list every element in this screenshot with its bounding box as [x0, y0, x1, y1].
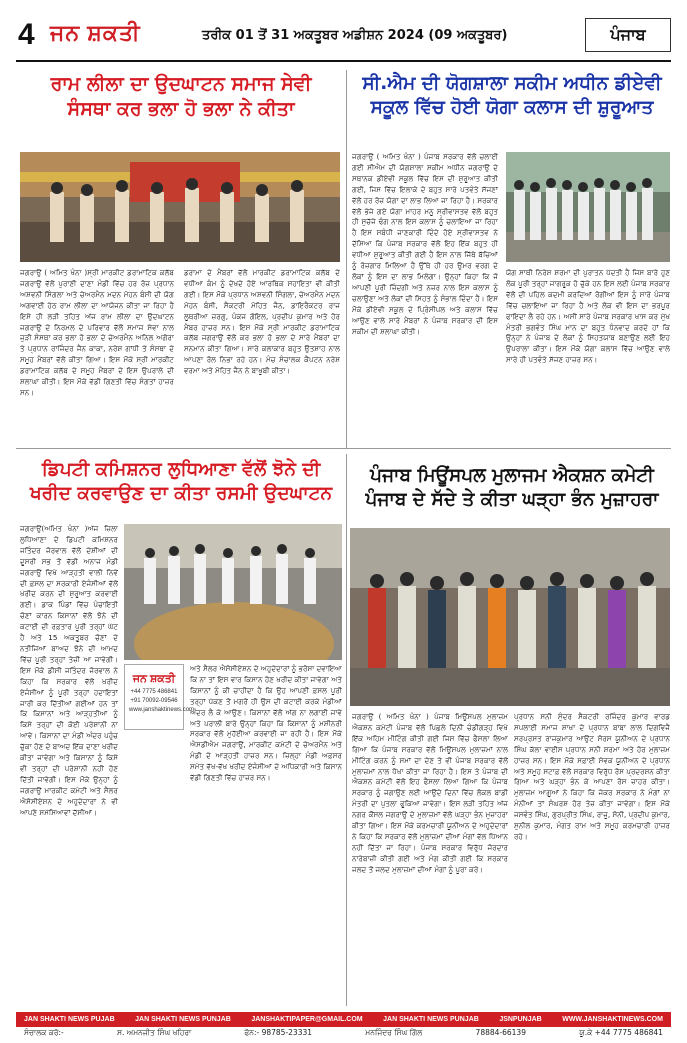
header-rule	[16, 60, 671, 62]
advertisement-box	[124, 664, 195, 730]
masthead-logo: ਜਨ ਸ਼ਕਤੀ	[50, 20, 141, 45]
footer-info-6: ਯੂ.ਕੇ +44 7775 486841	[579, 1028, 663, 1037]
footer-facebook-link[interactable]: JAN SHAKTI NEWS PUJAB	[24, 1016, 115, 1023]
footer-info-2: ਸ. ਅਮਨਜੀਤ ਸਿੰਘ ਖਹਿਰਾ	[117, 1028, 192, 1037]
article-3-headline-line1: ਡਿਪਟੀ ਕਮਿਸ਼ਨਰ ਲੁਧਿਆਣਾ ਵੱਲੋਂ ਝੋਨੇ ਦੀ	[41, 459, 321, 480]
ad-phone-2: +91 70092-09546	[130, 698, 178, 704]
article-2-headline-line2: ਸਕੂਲ ਵਿੱਚ ਹੋਈ ਯੋਗਾ ਕਲਾਸ ਦੀ ਸ਼ੁਰੂਆਤ	[370, 97, 654, 119]
article-4-headline-line1: ਪੰਜਾਬ ਮਿਊਂਸਪਲ ਮੁਲਾਜਮ ਐਕਸ਼ਨ ਕਮੇਟੀ	[370, 465, 654, 486]
footer-email-link[interactable]: JANSHAKTIPAPER@GMAIL.COM	[251, 1016, 363, 1023]
footer-info-3: ਫੋਨ:- 98785-23331	[244, 1028, 313, 1037]
ad-logo: ਜਨ ਸ਼ਕਤੀ	[132, 673, 176, 685]
article-1-headline	[20, 72, 342, 122]
article-2-text-col2: ਯੋਗ ਸਾਥੀ ਨਿਰੇਸ਼ ਸ਼ਰਮਾ ਦੀ ਪੁਰਾਤਨ ਪੱਦਤੀ ਹੈ ਜਿਸ ਬਾਰੇ ਹੁਣ ਲੋਕ ਪੂਰੀ ਤਰ੍ਹਾਂ ਜਾਗਰੂਕ ਹੋ ਚੁੱਕੇ ਹਨ ਇਸ ਲਈ ਪੰਜਾਬ ਸਰਕਾਰ ਵੱਲੋਂ ਦੀ ਪਹਿਲ ਕਦਮੀ ਕਰਦਿਆਂ ਰੋਗੀਆਂ ਇਸ ਨੂੰ ਸਾਰੇ ਪੰਜਾਬ ਵਿੱਚ ਚਲਾਇਆ ਜਾ ਰਿਹਾ ਹੈ ਅਤੇ ਲੋਕ ਵੀ ਇਸ ਦਾ ਭਰਪੂਰ ਫਾਇਦਾ ਲੈ ਰਹੇ ਹਨ। ਅਸੀਂ ਸਾਰੇ ਪੰਜਾਬ ਸਰਕਾਰ ਖਾਸ ਕਰ ਮੁੱਖ ਮੰਤਰੀ ਭਗਵੰਤ ਸਿੰਘ ਮਾਨ ਦਾ ਬਹੁਤ ਧੰਨਵਾਦ ਕਰਦੇ ਹਾਂ ਕਿ ਉਨ੍ਹਾਂ ਨੇ ਪੰਜਾਬ ਦੇ ਲੋਕਾਂ ਨੂੰ ਸਿਹਤਯਾਬ ਬਣਾਉਣ ਲਈ ਇਹ ਉਪਰਾਲਾ ਕੀਤਾ। ਇਸ ਮੌਕੇ ਯੋਗਾ ਕਲਾਸ ਵਿੱਚ ਆਉਣ ਵਾਲੇ ਸਾਰੇ ਹੀ ਪਤਵੰਤੇ ਸੱਜਣ ਹਾਜ਼ਰ ਸਨ।	[506, 268, 670, 365]
article-4-text-col2: ਪ੍ਰਧਾਨ ਸਨੀ ਸੁੰਦਰ ਸੈਕਟਰੀ ਰਜਿੰਦਰ ਕੁਮਾਰ ਵਾਰਡ ਸਪਲਾਈ ਸਮਾਜ ਸ਼ਾਖਾ ਦੇ ਪ੍ਰਧਾਨ ਬਾਬਾ ਲਾਲ ਦਿਗਵਿਜੈ ਸਰਪ੍ਰਸਤ ਰਾਜਕੁਮਾਰ ਆਉਟ ਸੋਰਸ ਯੂਨੀਅਨ ਦੇ ਪ੍ਰਧਾਨ ਸਿੰਘ ਕੱਲਾ ਵਾਈਸ ਪ੍ਰਧਾਨ ਸਨੀ ਸ਼ਰਮਾ ਅਤੇ ਹੋਰ ਮੁਲਾਜ਼ਮ ਹਾਜ਼ਰ ਸਨ। ਇਸ ਮੌਕੇ ਸਫ਼ਾਈ ਸੇਵਕ ਯੂਨੀਅਨ ਦੇ ਪ੍ਰਧਾਨ ਅਤੇ ਸਮੂਹ ਸਟਾਫ਼ ਵੱਲੋਂ ਸਰਕਾਰ ਵਿਰੁੱਧ ਰੋਸ ਪ੍ਰਦਰਸ਼ਨ ਕੀਤਾ ਗਿਆ ਅਤੇ ਘੜ੍ਹਾ ਭੰਨ ਕੇ ਆਪਣਾ ਰੋਸ ਜ਼ਾਹਰ ਕੀਤਾ। ਮੁਲਾਜ਼ਮ ਆਗੂਆਂ ਨੇ ਕਿਹਾ ਕਿ ਜੇਕਰ ਸਰਕਾਰ ਨੇ ਮੰਗਾਂ ਨਾ ਮੰਨੀਆਂ ਤਾਂ ਸੰਘਰਸ਼ ਹੋਰ ਤੇਜ਼ ਕੀਤਾ ਜਾਵੇਗਾ। ਇਸ ਮੌਕੇ ਜਸਵੰਤ ਸਿੰਘ, ਗੁਰਪ੍ਰੀਤ ਸਿੰਘ, ਰਾਜੂ, ਸੋਨੀ, ਪ੍ਰਦੀਪ ਕੁਮਾਰ, ਸੁਨੀਲ ਕੁਮਾਰ, ਮੰਗਤ ਰਾਮ ਅਤੇ ਸਮੂਹ ਕਰਮਚਾਰੀ ਹਾਜ਼ਰ ਰਹੇ।	[514, 712, 670, 841]
article-2-text-col1: ਜਗਰਾਉਂ ( ਅਮਿਤ ਖੰਨਾ ) ਪੰਜਾਬ ਸਰਕਾਰ ਵੱਲੋਂ ਚਲਾਈ ਗਈ ਸੀਐਮ ਦੀ ਯੋਗਸ਼ਾਲਾ ਸਕੀਮ ਅਧੀਨ ਜਗਰਾਉਂ ਦੇ ਸਥਾਨਕ ਡੀਏਵੀ ਸਕੂਲ ਵਿੱਚ ਇਸ ਦੀ ਸ਼ੁਰੂਆਤ ਕੀਤੀ ਗਈ, ਜਿਸ ਵਿੱਚ ਇਲਾਕੇ ਦੇ ਬਹੁਤ ਸਾਰੇ ਪਤਵੰਤੇ ਸੱਜਣਾਂ ਵੱਲੋਂ ਹਰ ਰੋਜ਼ ਯੋਗਾ ਦਾ ਲਾਭ ਲਿਆ ਜਾ ਰਿਹਾ ਹੈ। ਸਰਕਾਰ ਵੱਲੋਂ ਭੇਜੇ ਗਏ ਯੋਗਾ ਮਾਹਰ ਮਨੂ ਸ੍ਰੀਵਾਸਤਵ ਵੱਲੋਂ ਬਹੁਤ ਹੀ ਸੁਚੱਜੇ ਢੰਗ ਨਾਲ ਇਸ ਕਲਾਸ ਨੂੰ ਚਲਾਇਆ ਜਾ ਰਿਹਾ ਹੈ ਇਸ ਸਬੰਧੀ ਜਾਣਕਾਰੀ ਦਿੰਦੇ ਹੋਏ ਸ੍ਰੀਵਾਸਤਵ ਨੇ ਦੱਸਿਆ ਕਿ ਪੰਜਾਬ ਸਰਕਾਰ ਵੱਲੋਂ ਇਹ ਇੱਕ ਬਹੁਤ ਹੀ ਵਧੀਆ ਸ਼ੁਰੂਆਤ ਕੀਤੀ ਗਈ ਹੈ ਇਸ ਨਾਲ ਜਿੱਥੇ ਬੱਚਿਆਂ ਨੂੰ ਰੋਜ਼ਗਾਰ ਮਿਲਿਆ ਹੈ ਉੱਥੇ ਹੀ ਹਰ ਉਮਰ ਵਰਗ ਦੇ ਲੋਕਾਂ ਨੂੰ ਇਸ ਦਾ ਲਾਭ ਮਿਲੇਗਾ। ਉਨ੍ਹਾਂ ਕਿਹਾ ਕਿ ਜੋ ਆਪਣੀ ਪੂਰੀ ਜ਼ਿੰਦਗੀ ਅਤੇ ਨਜ਼ਰ ਨਾਲ ਇਸ ਕਲਾਸ ਨੂੰ ਚਲਾਉਣਾ ਅਤੇ ਲੋਕਾਂ ਦੀ ਸਿਹਤ ਨੂੰ ਸੰਭਾਲ ਦਿੰਦਾ ਹੈ। ਇਸ ਮੌਕੇ ਡੀਏਵੀ ਸਕੂਲ ਦੇ ਪ੍ਰਿੰਸੀਪਲ ਅਤੇ ਕਲਾਸ ਵਿੱਚ ਆਉਣ ਵਾਲੇ ਸਾਰੇ ਮੈਂਬਰਾਂ ਨੇ ਪੰਜਾਬ ਸਰਕਾਰ ਦੀ ਇਸ ਸਕੀਮ ਦੀ ਸ਼ਲਾਘਾ ਕੀਤੀ।	[352, 152, 498, 336]
footer-social-handle[interactable]: JSNPUNJAB	[499, 1016, 542, 1023]
article-3-headline	[20, 458, 342, 507]
article-4-headline-line2: ਪੰਜਾਬ ਦੇ ਸੱਦੇ ਤੇ ਕੀਤਾ ਘੜ੍ਹਾ ਭੰਨ ਮੁਜ਼ਾਹਰਾ	[365, 489, 659, 511]
footer-website-link[interactable]: WWW.JANSHAKTINEWS.COM	[562, 1016, 663, 1023]
ad-phone-1: +44 7775 486841	[130, 689, 178, 695]
column-divider	[346, 70, 347, 448]
footer-contact-info	[16, 1028, 671, 1042]
article-3-text-col2: ਅਤੇ ਸੈਲਰ ਐਸੋਸੀਏਸ਼ਨ ਦੇ ਅਹੁਦੇਦਾਰਾਂ ਨੂੰ ਭਰੋਸਾ ਦਵਾਇਆ ਕਿ ਨਾ ਤਾਂ ਇਸ ਵਾਰ ਕਿਸਾਨ ਹੋਣ ਖਰੀਦ ਕੀਤਾ ਜਾਵੇਗਾ ਅਤੇ ਕਿਸਾਨਾਂ ਨੂੰ ਕੀ ਚਾਹੀਦਾ ਹੈ ਕਿ ਉਹ ਆਪਣੀ ਫ਼ਸਲ ਪੂਰੀ ਤਰ੍ਹਾਂ ਪੱਕਣ ਤੋਂ ਮਗਰੋਂ ਹੀ ਉਸ ਦੀ ਕਟਾਈ ਕਰਕੇ ਮੰਡੀਆਂ ਅੰਦਰ ਲੈ ਕੇ ਆਉਣ। ਕਿਸਾਨਾਂ ਵੱਲੋਂ ਅੱਗ ਨਾ ਲਗਾਈ ਜਾਵੇ ਅਤੇ ਪਰਾਲੀ ਬਾਰੇ ਉਨ੍ਹਾਂ ਕਿਹਾ ਕਿ ਕਿਸਾਨਾਂ ਨੂੰ ਮਸ਼ੀਨਰੀ ਸਰਕਾਰ ਵੱਲੋਂ ਮੁਹੱਈਆ ਕਰਵਾਈ ਜਾ ਰਹੀ ਹੈ। ਇਸ ਮੌਕੇ ਐਸਡੀਐਮ ਜਗਰਾਉਂ, ਮਾਰਕੀਟ ਕਮੇਟੀ ਦੇ ਚੇਅਰਮੈਨ ਅਤੇ ਮੰਡੀ ਦੇ ਆੜ੍ਹਤੀ ਹਾਜ਼ਰ ਸਨ। ਜ਼ਿਲ੍ਹਾ ਮੰਡੀ ਅਫ਼ਸਰ ਸਮੇਤ ਵੱਖ-ਵੱਖ ਖਰੀਦ ਏਜੰਸੀਆਂ ਦੇ ਅਧਿਕਾਰੀ ਅਤੇ ਕਿਸਾਨ ਵੱਡੀ ਗਿਣਤੀ ਵਿੱਚ ਹਾਜ਼ਰ ਸਨ।	[190, 664, 342, 783]
footer-link-bar	[16, 1012, 671, 1027]
article-2-headline-line1: ਸੀ.ਐਮ ਦੀ ਯੋਗਸ਼ਾਲਾ ਸਕੀਮ ਅਧੀਨ ਡੀਏਵੀ	[362, 73, 662, 94]
column-divider-lower	[346, 454, 347, 1006]
article-1-photo	[20, 152, 340, 262]
mid-rule	[16, 448, 671, 449]
article-3-photo	[124, 524, 342, 660]
article-4-photo	[350, 528, 670, 706]
footer-facebook-link-2[interactable]: JAN SHAKTI NEWS PUNJAB	[135, 1016, 231, 1023]
footer-info-4: ਮਨਜਿੰਦਰ ਸਿੰਘ ਗਿੱਲ	[365, 1028, 423, 1037]
ad-url: www.janshaktinews.com	[129, 707, 195, 713]
section-label: ਪੰਜਾਬ	[585, 18, 671, 52]
footer-info-5: 78884-66139	[475, 1028, 526, 1037]
article-4-text-col1: ਜਗਰਾਉਂ ( ਅਮਿਤ ਖੰਨਾ ) ਪੰਜਾਬ ਮਿਊਂਸਪਲ ਮੁਲਾਜ਼ਮ ਐਕਸ਼ਨ ਕਮੇਟੀ ਪੰਜਾਬ ਵੱਲੋਂ ਪਿਛਲੇ ਦਿਨੀਂ ਚੰਡੀਗੜ੍ਹ ਵਿਖੇ ਇੱਕ ਅਹਿਮ ਮੀਟਿੰਗ ਕੀਤੀ ਗਈ ਜਿਸ ਵਿੱਚ ਫੈਸਲਾ ਲਿਆ ਗਿਆ ਕਿ ਪੰਜਾਬ ਸਰਕਾਰ ਵੱਲੋਂ ਮਿਊਂਸਪਲ ਮੁਲਾਜ਼ਮਾਂ ਨਾਲ ਮੀਟਿੰਗ ਕਰਨ ਨੂੰ ਸਮਾਂ ਦਾ ਦੇਣ ਤੇ ਵੀ ਪੰਜਾਬ ਸਰਕਾਰ ਵੱਲੋਂ ਮੁਲਾਜ਼ਮਾਂ ਨਾਲ ਧੋਖਾ ਕੀਤਾ ਜਾ ਰਿਹਾ ਹੈ। ਇਸ ਤੇ ਪੰਜਾਬ ਦੀ ਐਕਸ਼ਨ ਕਮੇਟੀ ਵੱਲੋਂ ਇਹ ਫੈਸਲਾ ਲਿਆ ਗਿਆ ਕਿ ਪੰਜਾਬ ਸਰਕਾਰ ਨੂੰ ਜਗਾਉਣ ਲਈ ਆਉਂਦੇ ਦਿਨਾਂ ਵਿੱਚ ਲੋਕਲ ਬਾਡੀ ਮੰਤਰੀ ਦਾ ਪੁਤਲਾ ਫੂਕਿਆ ਜਾਵੇਗਾ। ਇਸ ਲੜੀ ਤਹਿਤ ਅੱਜ ਨਗਰ ਕੌਂਸਲ ਜਗਰਾਉਂ ਦੇ ਮੁਲਾਜ਼ਮਾਂ ਵੱਲੋਂ ਘੜ੍ਹਾ ਭੰਨ ਮੁਜ਼ਾਹਰਾ ਕੀਤਾ ਗਿਆ। ਇਸ ਮੌਕੇ ਕਰਮਚਾਰੀ ਯੂਨੀਅਨ ਦੇ ਅਹੁਦੇਦਾਰਾਂ ਨੇ ਕਿਹਾ ਕਿ ਸਰਕਾਰ ਵੱਲੋਂ ਮੁਲਾਜ਼ਮਾਂ ਦੀਆਂ ਮੰਗਾਂ ਵੱਲ ਧਿਆਨ ਨਹੀਂ ਦਿੱਤਾ ਜਾ ਰਿਹਾ। ਪੰਜਾਬ ਸਰਕਾਰ ਵਿਰੁੱਧ ਜੋਰਦਾਰ ਨਾਰੇਬਾਜ਼ੀ ਕੀਤੀ ਗਈ ਅਤੇ ਮੰਗ ਕੀਤੀ ਗਈ ਕਿ ਸਰਕਾਰ ਜਲਦ ਤੋਂ ਜਲਦ ਮੁਲਾਜ਼ਮਾਂ ਦੀਆਂ ਮੰਗਾਂ ਨੂੰ ਪੂਰਾ ਕਰੇ।	[352, 712, 508, 874]
article-4-headline	[352, 464, 672, 513]
footer-youtube-link[interactable]: JAN SHAKTI NEWS PUNJAB	[383, 1016, 479, 1023]
article-3-text-col1: ਜਗਰਾਉਂ(ਅਮਿਤ ਖੰਨਾ )ਅੱਜ ਜ਼ਿਲਾ ਲੁਧਿਆਣਾ ਦੇ ਡਿਪਟੀ ਕਮਿਸ਼ਨਰ ਜਤਿੰਦਰ ਜੋਰਵਾਲ ਵੱਲੋਂ ਦੇਸ਼ੀਆਂ ਦੀ ਦੂਸਰੀ ਸਭ ਤੋਂ ਵੱਡੀ ਅਨਾਜ ਮੰਡੀ ਜਗਰਾਉਂ ਵਿਖੇ ਆੜ੍ਹਤੀ ਵਾਲੀ ਨਿਵੇਂ ਦੀ ਫ਼ਸਲ ਦਾ ਸਰਕਾਰੀ ਏਜੰਸੀਆਂ ਵੱਲੋਂ ਖਰੀਦ ਕਰਨ ਦੀ ਸ਼ੁਰੂਆਤ ਕਰਵਾਈ ਗਈ। ਡਾਕ ਪਿੰਡਾਂ ਵਿੱਚ ਪੰਚਾਇਤੀ ਚੋਣਾਂ ਕਾਰਨ ਕਿਸਾਨਾਂ ਵੱਲੋਂ ਝੋਨੇ ਦੀ ਕਟਾਈ ਦੀ ਰਫ਼ਤਾਰ ਪੂਰੀ ਤਰ੍ਹਾਂ ਘੱਟ ਹੈ ਅਤੇ 15 ਅਕਤੂਬਰ ਚੋਣਾਂ ਦੇ ਨਤੀਜਿਆਂ ਬਾਅਦ ਝੋਨੇ ਦੀ ਆਮਦ ਵਿੱਚ ਪੂਰੀ ਤਰ੍ਹਾਂ ਤੇਜ਼ੀ ਆ ਜਾਵੇਗੀ। ਇਸ ਮੌਕੇ ਡੀਸੀ ਜਤਿੰਦਰ ਜੋਰਵਾਲ ਨੇ ਕਿਹਾ ਕਿ ਸਰਕਾਰ ਵੱਲੋਂ ਖਰੀਦ ਏਜੰਸੀਆਂ ਨੂੰ ਪੂਰੀ ਤਰ੍ਹਾਂ ਹਦਾਇਤਾਂ ਜਾਰੀ ਕਰ ਦਿੱਤੀਆਂ ਗਈਆਂ ਹਨ ਤਾਂ ਕਿ ਕਿਸਾਨਾਂ ਅਤੇ ਆੜ੍ਹਤੀਆਂ ਨੂੰ ਕਿਸੇ ਤਰ੍ਹਾਂ ਦੀ ਕੋਈ ਪਰੇਸ਼ਾਨੀ ਨਾ ਆਵੇ। ਕਿਸਾਨਾਂ ਦਾ ਮੰਡੀ ਅੰਦਰ ਪਹੁੰਚ ਚੁੱਕਾ ਹੋਣ ਦੇ ਬਾਅਦ ਇੱਕ ਦਾਣਾ ਖਰੀਦ ਕੀਤਾ ਜਾਵੇਗਾ ਅਤੇ ਕਿਸਾਨਾਂ ਨੂੰ ਕਿਸੇ ਵੀ ਤਰ੍ਹਾਂ ਦੀ ਪਰੇਸ਼ਾਨੀ ਨਹੀਂ ਹੋਣ ਦਿੱਤੀ ਜਾਵੇਗੀ। ਇਸ ਮੌਕੇ ਉਨ੍ਹਾਂ ਨੂੰ ਜਗਰਾਉਂ ਮਾਰਕੀਟ ਕਮੇਟੀ ਅਤੇ ਸੈਲਰ ਐਸੋਸੀਏਸ਼ਨ ਦੇ ਅਹੁਦੇਦਾਰਾਂ ਨੇ ਵੀ ਆਪਣੇ ਸਮੱਸਿਆਵਾਂ ਦੱਸੀਆਂ।	[20, 524, 118, 817]
article-3-headline-line2: ਖਰੀਦ ਕਰਵਾਉਣ ਦਾ ਕੀਤਾ ਰਸਮੀ ਉਦਘਾਟਨ	[29, 483, 333, 505]
article-1-headline-line2: ਸੰਸਥਾ ਕਰ ਭਲਾ ਹੋ ਭਲਾ ਨੇ ਕੀਤਾ	[67, 98, 295, 121]
article-2-headline	[352, 72, 672, 121]
footer-info-1: ਸੰਚਾਲਕ ਕਰੋ:-	[24, 1028, 64, 1037]
article-1-text-col1: ਜਗਰਾਉਂ ( ਅਮਿਤ ਖੰਨਾ )ਸ੍ਰੀ ਮਾਰਕੀਟ ਡਰਾਮਾਟਿਕ ਕਲੱਬ ਜਗਰਾਉਂ ਵੱਲੋਂ ਪੁਰਾਣੀ ਦਾਣਾ ਮੰਡੀ ਵਿੱਚ ਹਰ ਰੋਜ਼ ਪ੍ਰਧਾਨ ਅਸ਼ਵਨੀ ਸਿੰਗਲਾ ਅਤੇ ਚੇਅਰਮੈਨ ਮਦਨ ਮੋਹਨ ਬੰਸੀ ਦੀ ਯੋਗ ਅਗਵਾਈ ਹੇਠ ਰਾਮ ਲੀਲਾ ਦਾ ਆਯੋਜਨ ਕੀਤਾ ਜਾ ਰਿਹਾ ਹੈ ਇਸੇ ਹੀ ਲੜੀ ਤਹਿਤ ਅੱਜ ਰਾਮ ਲੀਲਾ ਦਾ ਉਦਘਾਟਨ ਜਗਰਾਉਂ ਦੇ ਨਿਰਮਲ ਦੇ ਪਰਿਵਾਰ ਵੱਲੋਂ ਸਮਾਜ ਸੇਵਾ ਨਾਲ ਜੁੜੀ ਸੰਸਥਾ ਕਰ ਭਲਾ ਹੋ ਭਲਾ ਦੇ ਚੇਅਰਮੈਨ ਅਨਿਲ ਅਗੋਰਾ ਤੇ ਪ੍ਰਧਾਨ ਰਾਜਿੰਦਰ ਜੈਨ ਕਾਕਾ, ਨਰੇਸ਼ ਗਾਂਧੀ ਤੇ ਸੰਸਥਾ ਦੇ ਸਮੂਹ ਮੈਂਬਰਾਂ ਵੱਲੋਂ ਕੀਤਾ ਗਿਆ। ਇਸ ਮੌਕੇ ਸ੍ਰੀ ਮਾਰਕੀਟ ਡਰਾਮਾਟਿਕ ਕਲੱਬ ਦੇ ਸਮੂਹ ਮੈਂਬਰਾਂ ਦੇ ਇਸ ਉਪਰਾਲੇ ਦੀ ਸ਼ਲਾਘਾ ਕੀਤੀ। ਇਸ ਮੌਕੇ ਵੱਡੀ ਗਿਣਤੀ ਵਿੱਚ ਸੰਗਤਾਂ ਹਾਜ਼ਰ ਸਨ।	[20, 268, 174, 397]
article-2-photo	[506, 152, 670, 262]
article-1-text-col2: ਡਰਾਮਾ ਦੇ ਮੈਂਬਰਾਂ ਵੱਲੋਂ ਮਾਰਕੀਟ ਡਰਾਮਾਟਿਕ ਕਲੱਬ ਦੇ ਵਧੀਆ ਕੰਮ ਨੂੰ ਦੇਖਦੇ ਹੋਏ ਆਰਥਿਕ ਸਹਾਇਤਾ ਵੀ ਕੀਤੀ ਗਈ। ਇਸ ਮੌਕੇ ਪ੍ਰਧਾਨ ਅਸ਼ਵਨੀ ਸਿੰਗਲਾ, ਚੇਅਰਮੈਨ ਮਦਨ ਮੋਹਨ ਬੰਸੀ, ਸੈਕਟਰੀ ਮੋਹਿਤ ਜੈਨ, ਡਾਇਰੈਕਟਰ ਰਾਜ ਲੂਥਰੀਆ ਜ਼ਰਗੁ, ਪੰਕਜ ਗੋਇਲ, ਪ੍ਰਦੀਪ ਕੁਮਾਰ ਅਤੇ ਹੋਰ ਮੈਂਬਰ ਹਾਜ਼ਰ ਸਨ। ਇਸ ਮੌਕੇ ਸ੍ਰੀ ਮਾਰਕੀਟ ਡਰਾਮਾਟਿਕ ਕਲੱਬ ਜਗਰਾਉਂ ਵੱਲੋਂ ਕਰ ਭਲਾ ਹੋ ਭਲਾ ਦੇ ਸਾਰੇ ਮੈਂਬਰਾਂ ਦਾ ਸਨਮਾਨ ਕੀਤਾ ਗਿਆ। ਸਾਰੇ ਕਲਾਕਾਰ ਬਹੁਤ ਉਤਸ਼ਾਹ ਨਾਲ ਆਪਣਾ ਰੋਲ ਨਿਭਾ ਰਹੇ ਹਨ। ਮੰਚ ਸੰਚਾਲਕ ਕੈਪਟਨ ਨਰੇਸ਼ ਵਰਮਾ ਅਤੇ ਮੋਹਿਤ ਜੈਨ ਨੇ ਬਾਖੂਬੀ ਕੀਤਾ।	[184, 268, 340, 376]
article-1-headline-line1: ਰਾਮ ਲੀਲਾ ਦਾ ਉਦਘਾਟਨ ਸਮਾਜ ਸੇਵੀ	[50, 73, 312, 95]
dateline: ਤਰੀਕ 01 ਤੋਂ 31 ਅਕਤੂਬਰ ਅਡੀਸ਼ਨ 2024 (09 ਅਕਤੂਬਰ)	[202, 28, 508, 43]
page-header	[0, 0, 687, 64]
page-number: 4	[18, 18, 35, 51]
